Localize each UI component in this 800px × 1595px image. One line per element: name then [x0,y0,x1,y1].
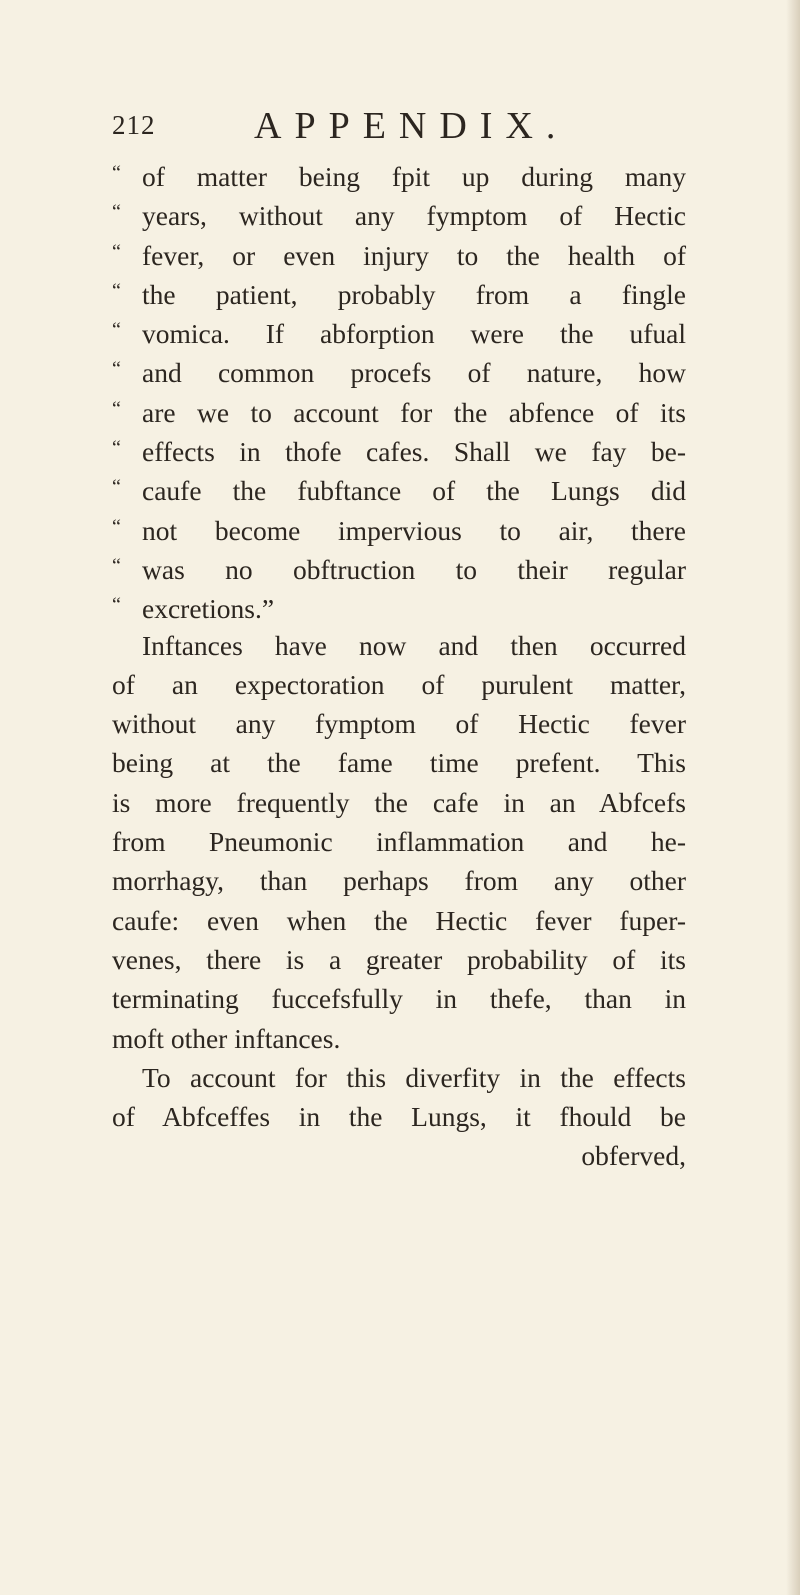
quote-mark: “ [112,240,121,263]
paragraph-1-line: venes, there is a greater probability of its [112,943,686,975]
quote-mark: “ [112,554,121,577]
running-title: APPENDIX. [254,105,569,147]
quoted-line-text: the patient, probably from a fingle [142,278,686,310]
quoted-line [112,547,686,586]
quoted-line-text: caufe the fubftance of the Lungs did [142,475,686,507]
quote-mark: “ [112,358,121,381]
quote-mark: “ [112,437,121,460]
quote-mark: “ [112,162,121,184]
paragraph-2-line: To account for this diverfity in the effects [142,1061,686,1093]
paragraph-1-line: without any fymptom of Hectic fever [112,708,686,740]
paragraph-1-line: is more frequently the cafe in an Abfcefs [112,786,686,818]
quoted-line [112,193,686,232]
quote-mark: “ [112,397,121,420]
quoted-line-text: and common procefs of nature, how [142,357,686,389]
paragraph-1-line: terminating fuccefsfully in thefe, than in [112,983,686,1015]
quote-mark: “ [112,476,121,499]
quoted-line [112,508,686,547]
paragraph-2-line: of Abfceffes in the Lungs, it fhould be [112,1101,686,1133]
quoted-line [112,233,686,272]
quoted-line [112,468,686,507]
quote-mark: “ [112,319,121,342]
paragraph-1-line: from Pneumonic inflammation and he- [112,826,686,858]
paragraph-1-line: being at the fame time prefent. This [112,747,686,779]
quoted-line [112,154,686,193]
quoted-line-text: of matter being fpit up during many [142,161,686,192]
quote-mark: “ [112,594,121,617]
quoted-line [112,272,686,311]
page-header [112,104,632,154]
quoted-line [112,390,686,429]
quoted-line-text: are we to account for the abfence of its [142,396,686,428]
body-text [112,154,686,1176]
paragraph-1-line: morrhagy, than perhaps from any other [112,865,686,897]
quoted-line [112,311,686,350]
paragraph-1-line: moft other inftances. [112,1022,341,1054]
quoted-line-text: fever, or even injury to the health of [142,239,686,271]
quoted-line-text: not become impervious to air, there [142,514,686,546]
quoted-line-text: effects in thofe cafes. Shall we fay be- [142,436,686,468]
quoted-line-text: years, without any fymptom of Hectic [142,200,686,232]
page-number: 212 [112,110,156,140]
paragraph-1-line: caufe: even when the Hectic fever fuper- [112,904,686,936]
quoted-line-text: excretions.” [142,593,275,625]
quoted-line-text: was no obftruction to their regular [142,553,686,585]
paragraph-1-line: of an expectoration of purulent matter, [112,668,686,700]
quote-mark: “ [112,279,121,302]
quoted-line [112,586,686,625]
page-edge-shadow [786,0,800,1595]
quoted-line [112,429,686,468]
quoted-line-text: vomica. If abforption were the ufual [142,318,686,350]
catchword: obferved, [581,1140,686,1172]
quoted-line [112,350,686,389]
quote-mark: “ [112,515,121,538]
paragraph-1-line: Inftances have now and then occurred [142,629,686,661]
quote-mark: “ [112,201,121,224]
